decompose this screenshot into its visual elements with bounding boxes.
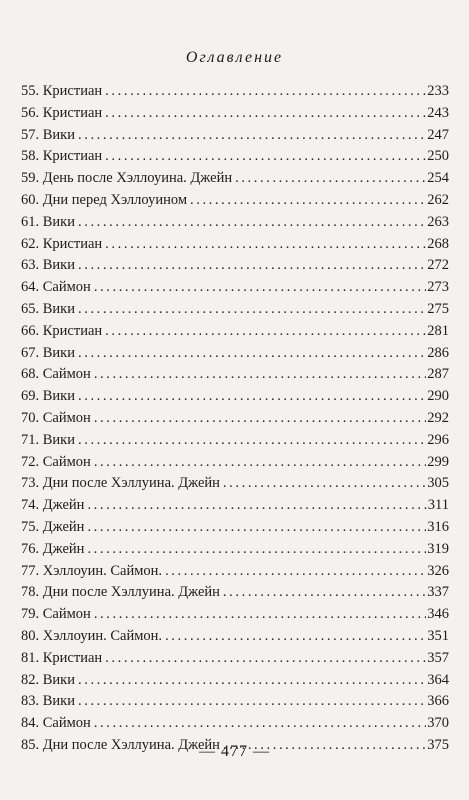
toc-entry-title: 75. Джейн <box>21 518 85 535</box>
toc-entry <box>21 452 449 474</box>
toc-entry <box>21 713 449 735</box>
dot-leader <box>94 277 426 299</box>
toc-entry-page: 263 <box>427 213 449 230</box>
dot-leader <box>165 561 426 583</box>
toc-entry-title: 55. Кристиан <box>21 83 103 99</box>
toc-entry <box>21 648 449 670</box>
dot-leader <box>105 234 426 256</box>
toc-entry-page: 337 <box>427 584 449 601</box>
toc-entry <box>21 539 449 561</box>
toc-entry-page: 233 <box>427 83 449 99</box>
toc-entry-page: 299 <box>427 453 449 470</box>
toc-entry <box>21 146 449 168</box>
toc-entry-title: 78. Дни после Хэллуина. Джейн <box>21 584 220 601</box>
toc-entry <box>21 234 449 256</box>
toc-entry <box>21 626 449 648</box>
toc-entry <box>21 190 449 212</box>
toc-entry <box>21 517 449 539</box>
toc-entry-title: 77. Хэллоуин. Саймон. <box>21 562 163 579</box>
toc-entry-page: 250 <box>427 148 449 165</box>
toc-entry-page: 268 <box>427 235 449 252</box>
dot-leader <box>87 539 426 561</box>
dot-leader <box>105 81 426 103</box>
toc-entry-page: 296 <box>427 431 449 448</box>
toc-entry <box>21 495 449 517</box>
toc-entry-title: 61. Вики <box>21 213 75 230</box>
dot-leader <box>94 713 426 735</box>
toc-entry <box>21 691 449 713</box>
toc-entry <box>21 321 449 343</box>
toc-entry <box>21 408 449 430</box>
page-title: Оглавление <box>185 49 284 66</box>
toc-entry-title: 70. Саймон <box>21 409 91 426</box>
toc-entry-title: 56. Кристиан <box>21 104 103 121</box>
toc-entry-page: 243 <box>427 104 449 121</box>
toc-entry-page: 292 <box>427 409 449 426</box>
dot-leader <box>78 670 426 692</box>
toc-entry-title: 74. Джейн <box>21 497 85 514</box>
dot-leader <box>94 604 426 626</box>
toc-entry-title: 63. Вики <box>21 257 75 274</box>
toc-entry-title: 62. Кристиан <box>21 235 103 252</box>
toc-entry-title: 76. Джейн <box>21 540 85 557</box>
toc-entry-title: 64. Саймон <box>21 279 91 296</box>
toc-entry <box>21 168 449 190</box>
toc-entry-page: 247 <box>427 126 449 143</box>
toc-entry-title: 72. Саймон <box>21 453 91 470</box>
toc-entry-title: 65. Вики <box>21 300 75 317</box>
dot-leader <box>78 386 426 408</box>
toc-entry-title: 73. Дни после Хэллуина. Джейн <box>21 475 220 492</box>
toc-entry-page: 370 <box>427 715 449 732</box>
toc-entry-page: 366 <box>427 693 449 710</box>
toc-entry-title: 80. Хэллоуин. Саймон. <box>21 627 163 644</box>
toc-entry <box>21 125 449 147</box>
toc-entry <box>21 670 449 692</box>
toc-entry-page: 305 <box>427 475 449 492</box>
dot-leader <box>94 364 426 386</box>
dot-leader <box>78 125 426 147</box>
dot-leader <box>78 299 426 321</box>
toc-entry-page: 290 <box>427 388 449 405</box>
toc-entry-page: 351 <box>427 627 449 644</box>
toc-entry <box>21 81 449 103</box>
toc-entry <box>21 386 449 408</box>
toc-entry-title: 81. Кристиан <box>21 649 103 666</box>
dot-leader <box>105 648 426 670</box>
toc-entry-page: 357 <box>427 649 449 666</box>
dot-leader <box>105 321 426 343</box>
toc-entry <box>21 299 449 321</box>
toc-entry-page: 316 <box>427 518 449 535</box>
toc-entry-page: 326 <box>427 562 449 579</box>
toc-entry-page: 275 <box>427 300 449 317</box>
dot-leader <box>235 168 426 190</box>
toc-entry-title: 71. Вики <box>21 431 75 448</box>
page-number: — 477 — <box>199 743 270 760</box>
table-of-contents <box>21 81 449 757</box>
dot-leader <box>78 343 426 365</box>
toc-entry-page: 286 <box>427 344 449 361</box>
toc-entry <box>21 277 449 299</box>
toc-entry-title: 57. Вики <box>21 126 75 143</box>
toc-entry-title: 67. Вики <box>21 344 75 361</box>
toc-entry-page: 262 <box>427 191 449 208</box>
toc-entry-title: 69. Вики <box>21 388 75 405</box>
toc-entry-page: 287 <box>427 366 449 383</box>
toc-entry <box>21 212 449 234</box>
toc-entry-title: 85. Дни после Хэллуина. Джейн <box>21 736 220 753</box>
toc-entry-page: 319 <box>427 540 449 557</box>
toc-entry-page: 311 <box>427 497 449 514</box>
toc-entry <box>21 473 449 495</box>
toc-entry <box>21 582 449 604</box>
dot-leader <box>105 146 426 168</box>
toc-entry-page: 364 <box>427 671 449 688</box>
dot-leader <box>78 691 426 713</box>
toc-entry-title: 84. Саймон <box>21 715 91 732</box>
toc-entry-title: 58. Кристиан <box>21 148 103 165</box>
toc-entry-title: 83. Вики <box>21 693 75 710</box>
toc-entry <box>21 430 449 452</box>
toc-entry-page: 346 <box>427 606 449 623</box>
dot-leader <box>105 103 426 125</box>
toc-entry <box>21 364 449 386</box>
dot-leader <box>78 255 426 277</box>
toc-entry <box>21 561 449 583</box>
toc-entry-page: 254 <box>427 170 449 187</box>
toc-entry-title: 60. Дни перед Хэллоуином <box>21 191 187 208</box>
dot-leader <box>94 408 426 430</box>
dot-leader <box>223 473 426 495</box>
toc-entry-title: 66. Кристиан <box>21 322 103 339</box>
toc-entry-page: 281 <box>427 322 449 339</box>
dot-leader <box>165 626 426 648</box>
toc-entry <box>21 255 449 277</box>
dot-leader <box>78 430 426 452</box>
toc-entry <box>21 343 449 365</box>
dot-leader <box>87 495 426 517</box>
toc-entry-page: 272 <box>427 257 449 274</box>
dot-leader <box>190 190 426 212</box>
toc-entry-title: 68. Саймон <box>21 366 91 383</box>
toc-entry-page: 375 <box>427 736 449 753</box>
toc-entry-page: 273 <box>427 279 449 296</box>
toc-entry <box>21 604 449 626</box>
dot-leader <box>87 517 426 539</box>
toc-entry-title: 82. Вики <box>21 671 75 688</box>
toc-entry-title: 59. День после Хэллоуина. Джейн <box>21 170 233 187</box>
dot-leader <box>78 212 426 234</box>
toc-entry <box>21 103 449 125</box>
toc-entry-title: 79. Саймон <box>21 606 91 623</box>
dot-leader <box>223 582 426 604</box>
dot-leader <box>94 452 426 474</box>
